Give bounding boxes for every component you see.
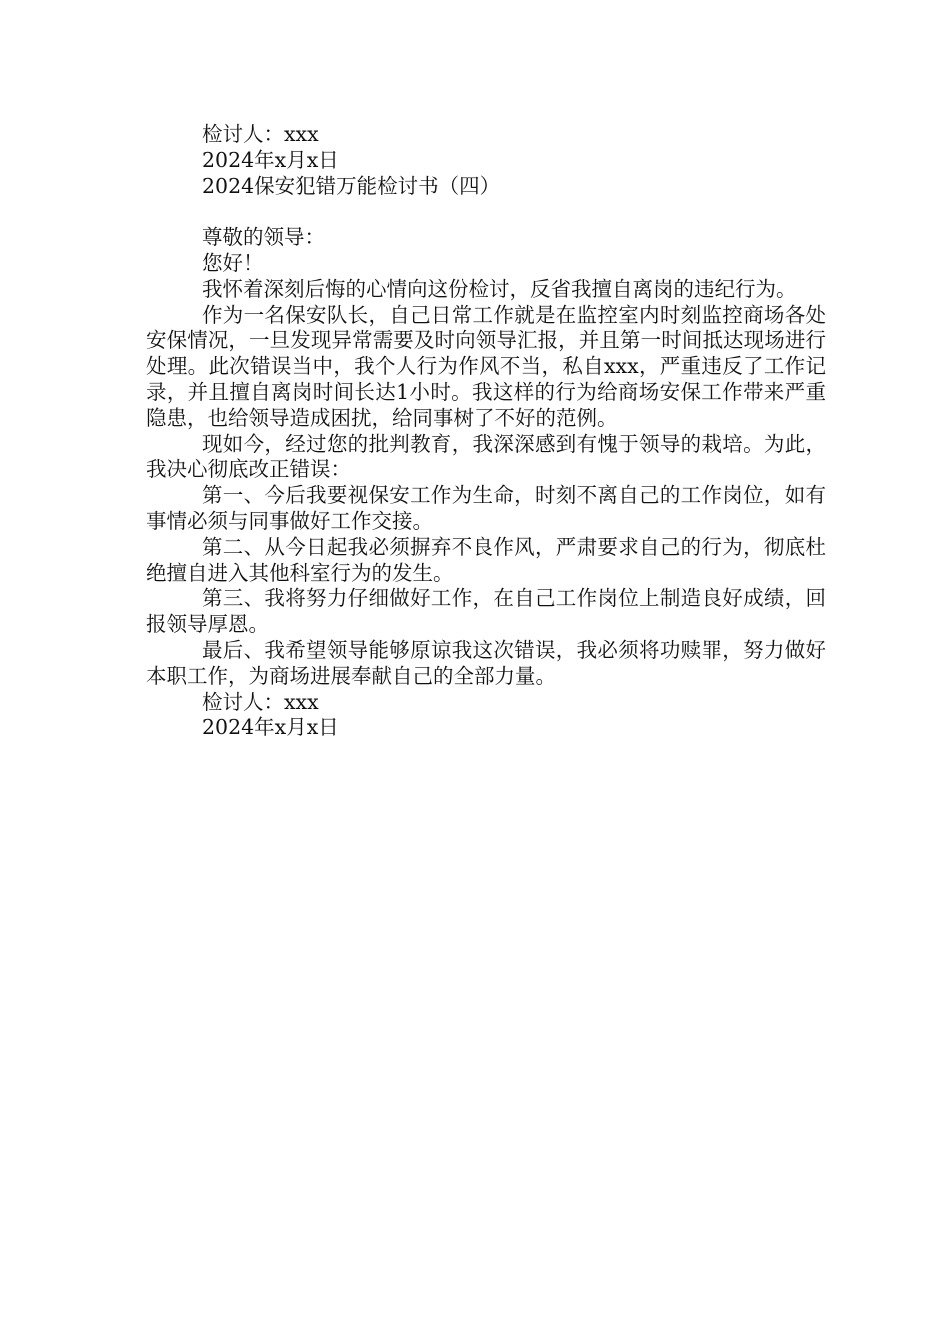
paragraph: 作为一名保安队长，自己日常工作就是在监控室内时刻监控商场各处安保情况，一旦发现异常需要及时向领导汇报，并且第一时间抵达现场进行处理。此次错误当中，我个人行为作风不当，私自xxx，严重违反了工作记录，并且擅自离岗时间长达1小时。我这样的行为给商场安保工作带来严重隐患，也给领导造成困扰，给同事树了不好的范例。 xyxy=(146,302,826,430)
salutation: 尊敬的领导： xyxy=(202,225,325,250)
paragraph: 最后、我希望领导能够原谅我这次错误，我必须将功赎罪，努力做好本职工作，为商场进展奉献自己的全部力量。 xyxy=(146,637,826,688)
paragraph: 我怀着深刻后悔的心情向这份检讨，反省我擅自离岗的违纪行为。 xyxy=(202,276,797,301)
paragraph: 现如今，经过您的批判教育，我深深感到有愧于领导的栽培。为此，我决心彻底改正错误： xyxy=(146,431,826,482)
document-title: 2024保安犯错万能检讨书（四） xyxy=(202,173,501,198)
signature-top: 检讨人：xxx xyxy=(202,122,319,146)
paragraph: 第三、我将努力仔细做好工作，在自己工作岗位上制造良好成绩，回报领导厚恩。 xyxy=(146,586,826,637)
paragraph: 第二、从今日起我必须摒弃不良作风，严肃要求自己的行为，彻底杜绝擅自进入其他科室行为的发生。 xyxy=(146,534,826,585)
blank-line xyxy=(146,199,826,225)
greeting: 您好！ xyxy=(202,250,264,275)
date-top: 2024年x月x日 xyxy=(202,147,339,172)
signature-bottom: 检讨人：xxx xyxy=(202,689,319,714)
paragraph: 第一、今后我要视保安工作为生命，时刻不离自己的工作岗位，如有事情必须与同事做好工作交接。 xyxy=(146,483,826,533)
date-bottom: 2024年x月x日 xyxy=(202,715,339,740)
document-page xyxy=(146,122,826,741)
